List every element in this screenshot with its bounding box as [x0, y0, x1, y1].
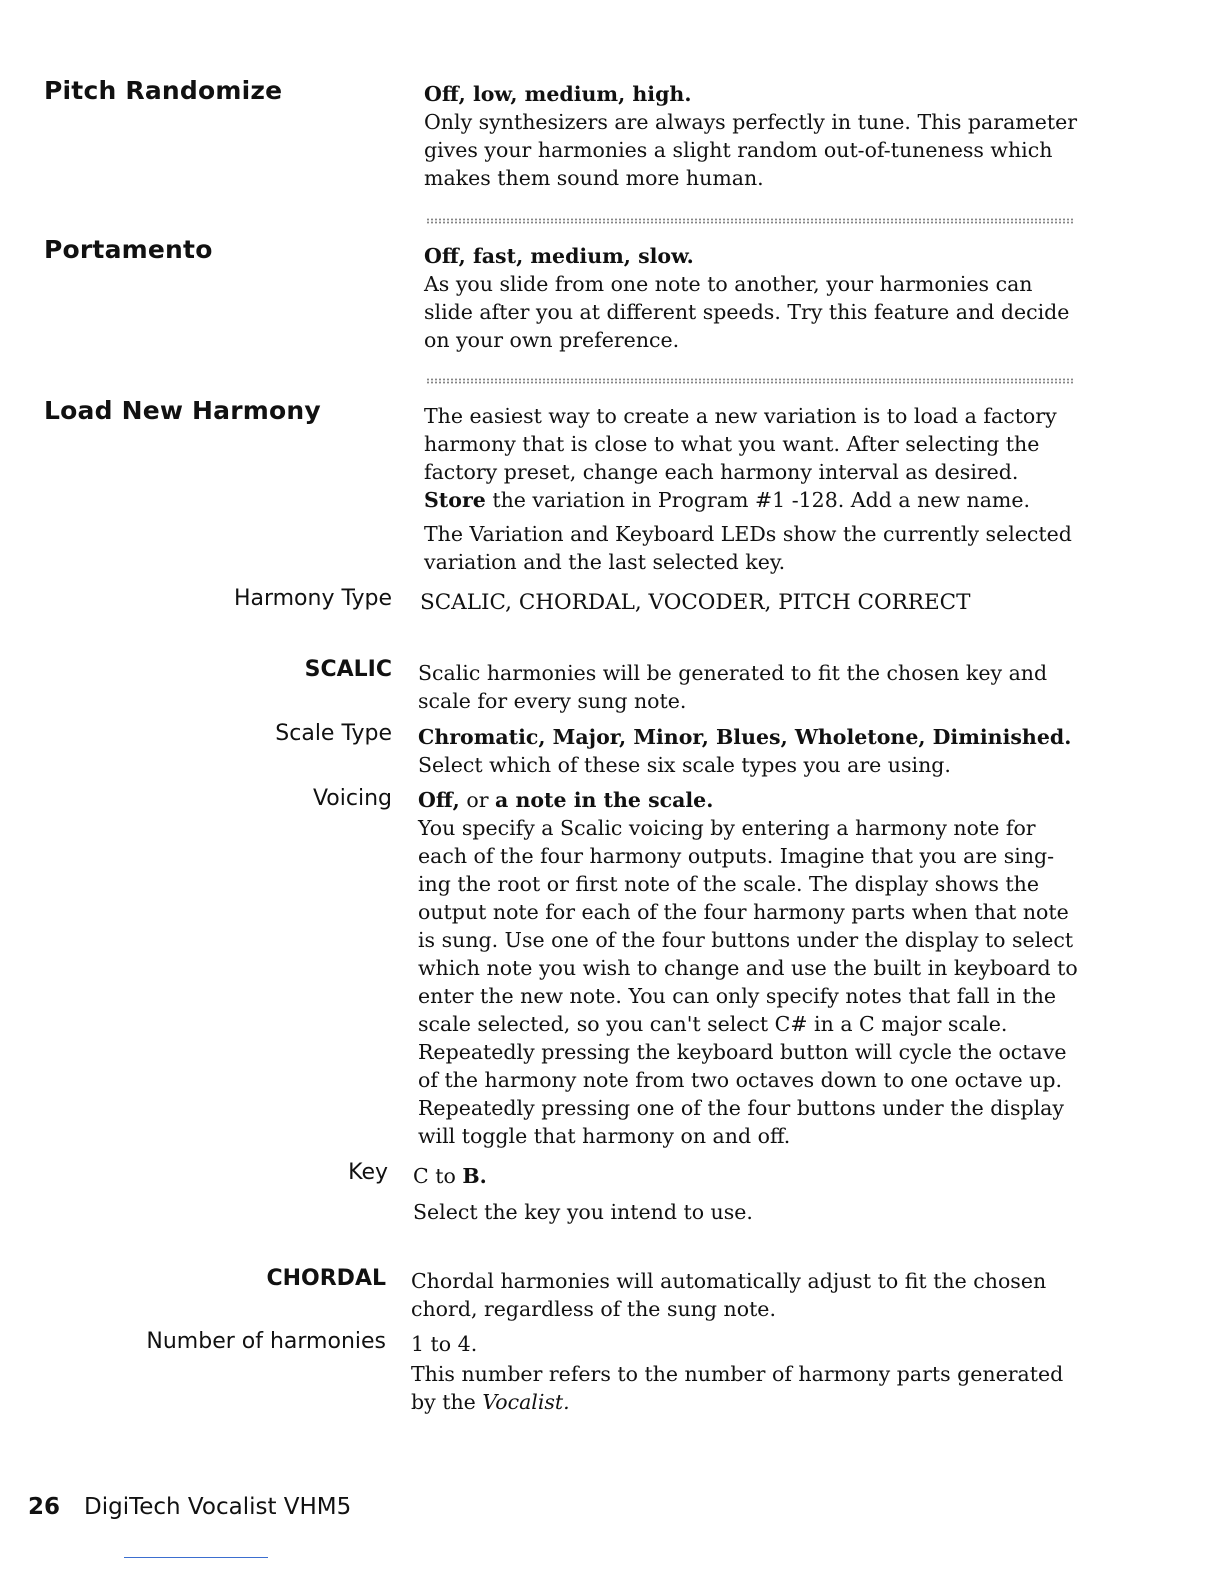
section-divider — [426, 218, 1074, 224]
voicing-block — [418, 786, 1078, 1150]
pitch-randomize-block — [424, 80, 1084, 192]
key-options — [413, 1162, 1073, 1190]
scalic-block — [418, 659, 1078, 715]
voicing-description: You specify a Scalic voicing by entering a harmony note for each of the four harmony outputs. Imagine that you are sing-ing the root or first note of the scale. The display shows the output note for each of the four harmony parts when that note is sung. Use one of the four buttons under the display to select which note you wish to change and use the built in keyboard to enter the new note. You can only specify notes that fall in the scale selected, so you can't select C# in a C major scale. Repeatedly pressing the keyboard button will cycle the octave of the harmony note from two octaves down to one octave up. Repeatedly pressing one of the four buttons under the display will toggle that harmony on and off. — [418, 816, 1078, 1148]
footer-rule — [124, 1557, 268, 1558]
footer-title: DigiTech Vocalist VHM5 — [84, 1494, 352, 1520]
key-option-to: to — [435, 1164, 456, 1188]
param-label-voicing: Voicing — [312, 786, 392, 811]
pitch-randomize-description: Only synthesizers are always perfectly in tune. This parameter gives your harmonies a slight random out-of-tuneness which makes them sound more human. — [424, 110, 1078, 190]
param-label-scalic: SCALIC — [304, 657, 392, 682]
key-option-end: B. — [462, 1164, 487, 1188]
param-label-chordal: CHORDAL — [266, 1266, 386, 1291]
portamento-block — [424, 242, 1084, 354]
product-name: Vocalist. — [482, 1390, 570, 1414]
number-of-harmonies-block — [411, 1330, 1071, 1416]
scale-type-options: Chromatic, Major, Minor, Blues, Wholetone, Diminished. — [418, 725, 1072, 749]
param-label-scale-type: Scale Type — [275, 721, 392, 746]
voicing-options — [418, 786, 1078, 814]
load-new-harmony-paragraph-1 — [424, 402, 1084, 514]
portamento-options: Off, fast, medium, slow. — [424, 244, 694, 268]
scalic-description: Scalic harmonies will be generated to fit the chosen key and scale for every sung note. — [418, 661, 1048, 713]
harmony-type-value — [420, 589, 1080, 617]
portamento-description: As you slide from one note to another, your harmonies can slide after you at different speeds. Try this feature and decide on your own preference. — [424, 272, 1070, 352]
number-of-harmonies-description-start: This number refers to the number of harmony parts generated by the — [411, 1362, 1064, 1414]
voicing-option-or: or — [466, 788, 489, 812]
key-option-start: C — [413, 1164, 429, 1188]
key-block — [413, 1162, 1073, 1226]
section-divider — [426, 378, 1074, 384]
harmony-type-options: SCALIC, CHORDAL, VOCODER, PITCH CORRECT — [420, 590, 971, 615]
scale-type-description: Select which of these six scale types you are using. — [418, 753, 951, 777]
voicing-option-note: a note in the scale. — [495, 788, 714, 812]
load-new-harmony-paragraph-2: The Variation and Keyboard LEDs show the currently selected variation and the last selected key. — [424, 522, 1072, 574]
scale-type-block — [418, 723, 1078, 779]
section-title-pitch-randomize: Pitch Randomize — [44, 76, 283, 105]
number-of-harmonies-description — [411, 1360, 1071, 1416]
pitch-randomize-options: Off, low, medium, high. — [424, 82, 692, 106]
section-title-load-new-harmony: Load New Harmony — [44, 396, 321, 425]
voicing-option-off: Off, — [418, 788, 460, 812]
page-footer — [28, 1494, 351, 1520]
param-label-harmony-type: Harmony Type — [233, 586, 392, 611]
param-label-number-of-harmonies: Number of harmonies — [146, 1329, 386, 1354]
number-of-harmonies-options: 1 to 4. — [411, 1332, 478, 1356]
section-title-portamento: Portamento — [44, 235, 213, 264]
store-keyword: Store — [424, 488, 486, 512]
paragraph-1-end: the variation in Program #1 -128. Add a new name. — [492, 488, 1031, 512]
paragraph-1-start: The easiest way to create a new variation is to load a factory harmony that is close to what you want. After selecting the factory preset, change each harmony interval as desired. — [424, 404, 1057, 484]
page-number: 26 — [28, 1494, 61, 1520]
load-new-harmony-block — [424, 402, 1084, 576]
param-label-key: Key — [348, 1160, 388, 1185]
key-description: Select the key you intend to use. — [413, 1200, 753, 1224]
chordal-block — [411, 1267, 1071, 1323]
chordal-description: Chordal harmonies will automatically adjust to fit the chosen chord, regardless of the sung note. — [411, 1269, 1047, 1321]
